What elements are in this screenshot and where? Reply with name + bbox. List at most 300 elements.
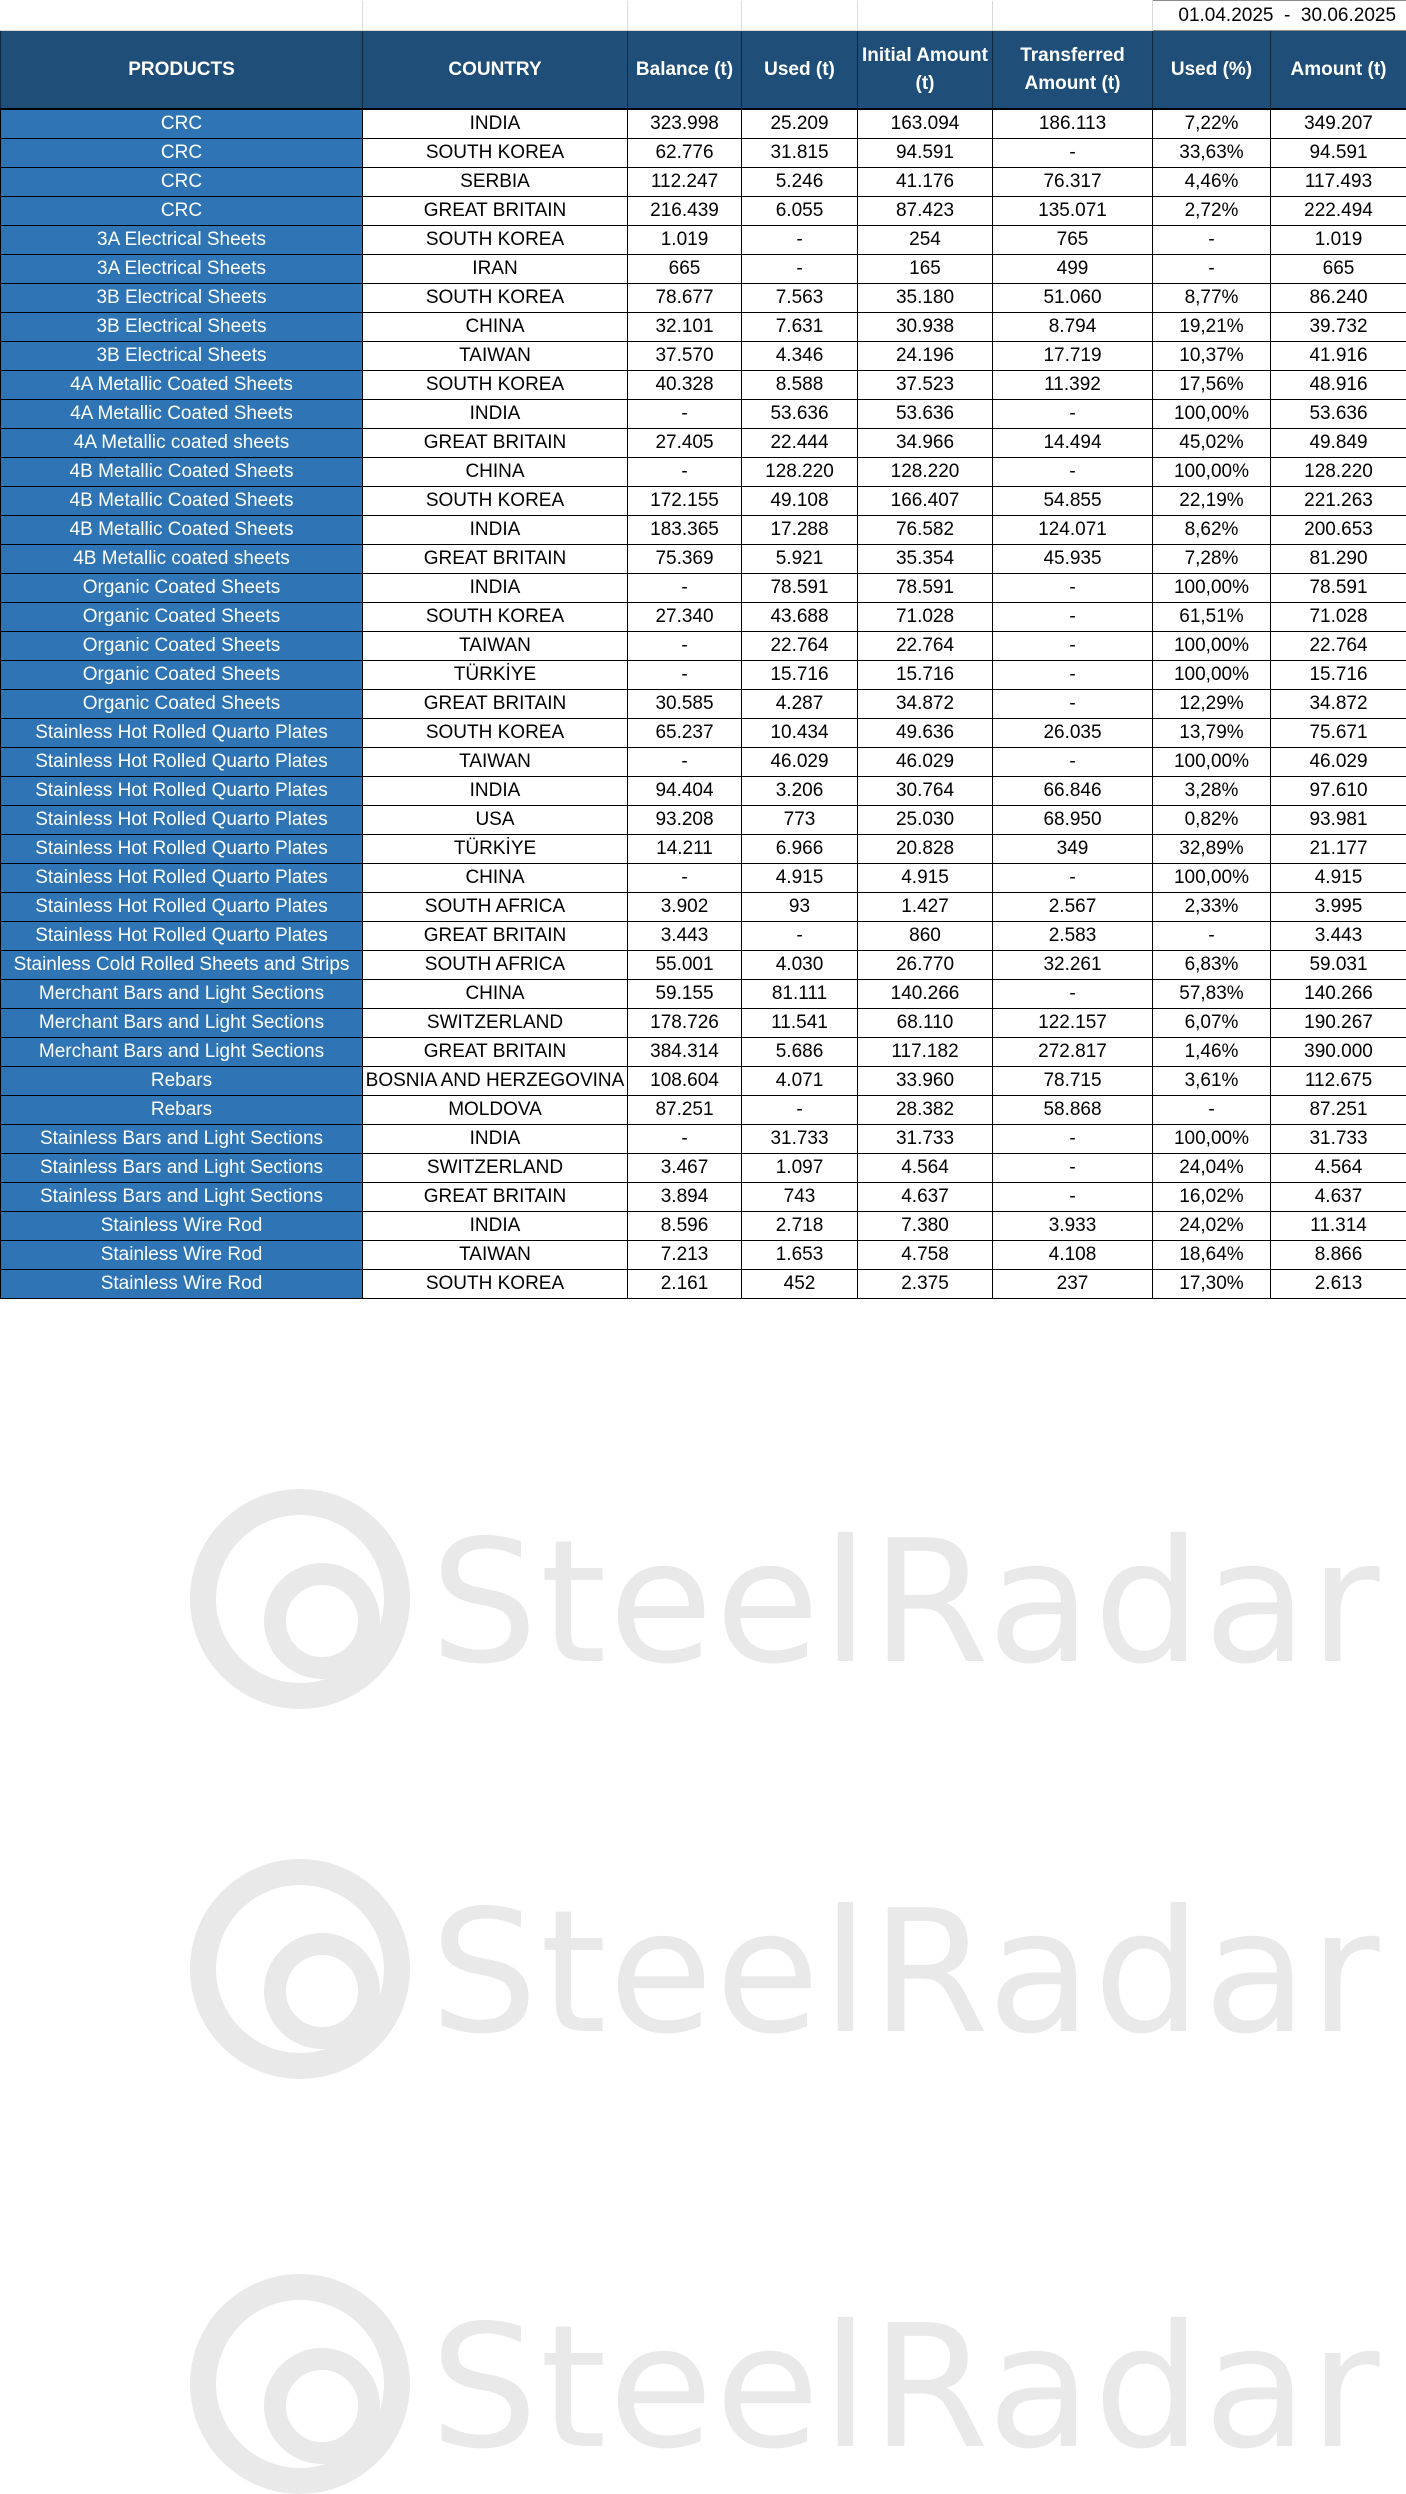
amount-cell[interactable]: 22.764 <box>1271 632 1406 661</box>
used-percent-cell[interactable]: 100,00% <box>1153 864 1271 893</box>
product-cell[interactable]: Stainless Wire Rod <box>1 1241 363 1270</box>
amount-cell[interactable]: 1.019 <box>1271 226 1406 255</box>
initial-amount-cell[interactable]: 4.564 <box>858 1154 993 1183</box>
used-cell[interactable]: - <box>742 1096 858 1125</box>
used-cell[interactable]: 452 <box>742 1270 858 1299</box>
empty-cell[interactable] <box>1 1 363 31</box>
transferred-amount-cell[interactable]: 186.113 <box>993 109 1153 139</box>
used-percent-cell[interactable]: 100,00% <box>1153 574 1271 603</box>
used-percent-cell[interactable]: 18,64% <box>1153 1241 1271 1270</box>
balance-cell[interactable]: 27.340 <box>628 603 742 632</box>
initial-amount-cell[interactable]: 20.828 <box>858 835 993 864</box>
country-cell[interactable]: CHINA <box>363 980 628 1009</box>
balance-cell[interactable]: 323.998 <box>628 109 742 139</box>
product-cell[interactable]: 3A Electrical Sheets <box>1 255 363 284</box>
used-cell[interactable]: 1.653 <box>742 1241 858 1270</box>
used-percent-cell[interactable]: 45,02% <box>1153 429 1271 458</box>
used-cell[interactable]: - <box>742 255 858 284</box>
balance-cell[interactable]: 59.155 <box>628 980 742 1009</box>
used-percent-cell[interactable]: 32,89% <box>1153 835 1271 864</box>
transferred-amount-cell[interactable]: 14.494 <box>993 429 1153 458</box>
amount-cell[interactable]: 11.314 <box>1271 1212 1406 1241</box>
country-cell[interactable]: MOLDOVA <box>363 1096 628 1125</box>
used-percent-cell[interactable]: 100,00% <box>1153 1125 1271 1154</box>
header-used[interactable]: Used (t) <box>742 31 858 110</box>
product-cell[interactable]: 4B Metallic Coated Sheets <box>1 516 363 545</box>
product-cell[interactable]: Stainless Hot Rolled Quarto Plates <box>1 719 363 748</box>
used-percent-cell[interactable]: 22,19% <box>1153 487 1271 516</box>
country-cell[interactable]: CHINA <box>363 864 628 893</box>
balance-cell[interactable]: 1.019 <box>628 226 742 255</box>
used-percent-cell[interactable]: 1,46% <box>1153 1038 1271 1067</box>
initial-amount-cell[interactable]: 4.637 <box>858 1183 993 1212</box>
transferred-amount-cell[interactable]: 272.817 <box>993 1038 1153 1067</box>
used-percent-cell[interactable]: 3,61% <box>1153 1067 1271 1096</box>
transferred-amount-cell[interactable]: 32.261 <box>993 951 1153 980</box>
amount-cell[interactable]: 78.591 <box>1271 574 1406 603</box>
transferred-amount-cell[interactable]: 2.583 <box>993 922 1153 951</box>
initial-amount-cell[interactable]: 53.636 <box>858 400 993 429</box>
amount-cell[interactable]: 21.177 <box>1271 835 1406 864</box>
transferred-amount-cell[interactable]: 45.935 <box>993 545 1153 574</box>
used-percent-cell[interactable]: 8,62% <box>1153 516 1271 545</box>
used-cell[interactable]: 31.733 <box>742 1125 858 1154</box>
used-percent-cell[interactable]: 33,63% <box>1153 139 1271 168</box>
product-cell[interactable]: Organic Coated Sheets <box>1 661 363 690</box>
amount-cell[interactable]: 117.493 <box>1271 168 1406 197</box>
initial-amount-cell[interactable]: 1.427 <box>858 893 993 922</box>
used-percent-cell[interactable]: 19,21% <box>1153 313 1271 342</box>
country-cell[interactable]: SOUTH KOREA <box>363 226 628 255</box>
country-cell[interactable]: GREAT BRITAIN <box>363 690 628 719</box>
used-cell[interactable]: 53.636 <box>742 400 858 429</box>
initial-amount-cell[interactable]: 165 <box>858 255 993 284</box>
country-cell[interactable]: INDIA <box>363 1125 628 1154</box>
product-cell[interactable]: Merchant Bars and Light Sections <box>1 980 363 1009</box>
transferred-amount-cell[interactable]: 51.060 <box>993 284 1153 313</box>
transferred-amount-cell[interactable]: 2.567 <box>993 893 1153 922</box>
country-cell[interactable]: SOUTH KOREA <box>363 487 628 516</box>
country-cell[interactable]: INDIA <box>363 777 628 806</box>
header-transferred-amount[interactable]: Transferred Amount (t) <box>993 31 1153 110</box>
amount-cell[interactable]: 34.872 <box>1271 690 1406 719</box>
transferred-amount-cell[interactable]: 11.392 <box>993 371 1153 400</box>
product-cell[interactable]: 3B Electrical Sheets <box>1 313 363 342</box>
transferred-amount-cell[interactable]: 122.157 <box>993 1009 1153 1038</box>
used-percent-cell[interactable]: 2,72% <box>1153 197 1271 226</box>
transferred-amount-cell[interactable]: 58.868 <box>993 1096 1153 1125</box>
amount-cell[interactable]: 3.443 <box>1271 922 1406 951</box>
initial-amount-cell[interactable]: 33.960 <box>858 1067 993 1096</box>
country-cell[interactable]: INDIA <box>363 574 628 603</box>
used-cell[interactable]: 25.209 <box>742 109 858 139</box>
initial-amount-cell[interactable]: 71.028 <box>858 603 993 632</box>
initial-amount-cell[interactable]: 41.176 <box>858 168 993 197</box>
balance-cell[interactable]: 3.467 <box>628 1154 742 1183</box>
balance-cell[interactable]: - <box>628 632 742 661</box>
transferred-amount-cell[interactable]: - <box>993 603 1153 632</box>
empty-cell[interactable] <box>363 1 628 31</box>
country-cell[interactable]: GREAT BRITAIN <box>363 545 628 574</box>
amount-cell[interactable]: 140.266 <box>1271 980 1406 1009</box>
initial-amount-cell[interactable]: 31.733 <box>858 1125 993 1154</box>
product-cell[interactable]: Stainless Wire Rod <box>1 1212 363 1241</box>
country-cell[interactable]: GREAT BRITAIN <box>363 429 628 458</box>
balance-cell[interactable]: 32.101 <box>628 313 742 342</box>
used-cell[interactable]: 743 <box>742 1183 858 1212</box>
country-cell[interactable]: SOUTH KOREA <box>363 284 628 313</box>
country-cell[interactable]: SOUTH KOREA <box>363 1270 628 1299</box>
used-cell[interactable]: 5.686 <box>742 1038 858 1067</box>
balance-cell[interactable]: 87.251 <box>628 1096 742 1125</box>
country-cell[interactable]: SERBIA <box>363 168 628 197</box>
product-cell[interactable]: 4A Metallic Coated Sheets <box>1 371 363 400</box>
balance-cell[interactable]: 37.570 <box>628 342 742 371</box>
product-cell[interactable]: Organic Coated Sheets <box>1 603 363 632</box>
initial-amount-cell[interactable]: 35.354 <box>858 545 993 574</box>
country-cell[interactable]: TAIWAN <box>363 632 628 661</box>
product-cell[interactable]: Stainless Hot Rolled Quarto Plates <box>1 806 363 835</box>
product-cell[interactable]: 3B Electrical Sheets <box>1 342 363 371</box>
balance-cell[interactable]: 3.443 <box>628 922 742 951</box>
amount-cell[interactable]: 390.000 <box>1271 1038 1406 1067</box>
balance-cell[interactable]: - <box>628 458 742 487</box>
country-cell[interactable]: TAIWAN <box>363 1241 628 1270</box>
balance-cell[interactable]: - <box>628 661 742 690</box>
balance-cell[interactable]: - <box>628 574 742 603</box>
initial-amount-cell[interactable]: 128.220 <box>858 458 993 487</box>
transferred-amount-cell[interactable]: 765 <box>993 226 1153 255</box>
product-cell[interactable]: CRC <box>1 168 363 197</box>
country-cell[interactable]: SOUTH AFRICA <box>363 951 628 980</box>
used-cell[interactable]: - <box>742 226 858 255</box>
country-cell[interactable]: TÜRKİYE <box>363 661 628 690</box>
transferred-amount-cell[interactable]: - <box>993 864 1153 893</box>
country-cell[interactable]: GREAT BRITAIN <box>363 922 628 951</box>
initial-amount-cell[interactable]: 7.380 <box>858 1212 993 1241</box>
used-cell[interactable]: 93 <box>742 893 858 922</box>
used-cell[interactable]: 49.108 <box>742 487 858 516</box>
transferred-amount-cell[interactable]: 54.855 <box>993 487 1153 516</box>
initial-amount-cell[interactable]: 254 <box>858 226 993 255</box>
amount-cell[interactable]: 665 <box>1271 255 1406 284</box>
balance-cell[interactable]: - <box>628 1125 742 1154</box>
country-cell[interactable]: SWITZERLAND <box>363 1009 628 1038</box>
balance-cell[interactable]: 2.161 <box>628 1270 742 1299</box>
used-percent-cell[interactable]: 100,00% <box>1153 661 1271 690</box>
empty-cell[interactable] <box>993 1 1153 31</box>
used-cell[interactable]: 773 <box>742 806 858 835</box>
amount-cell[interactable]: 8.866 <box>1271 1241 1406 1270</box>
balance-cell[interactable]: 94.404 <box>628 777 742 806</box>
initial-amount-cell[interactable]: 4.915 <box>858 864 993 893</box>
product-cell[interactable]: 4B Metallic Coated Sheets <box>1 487 363 516</box>
balance-cell[interactable]: 78.677 <box>628 284 742 313</box>
initial-amount-cell[interactable]: 25.030 <box>858 806 993 835</box>
transferred-amount-cell[interactable]: 76.317 <box>993 168 1153 197</box>
country-cell[interactable]: GREAT BRITAIN <box>363 1038 628 1067</box>
used-cell[interactable]: 8.588 <box>742 371 858 400</box>
used-percent-cell[interactable]: 13,79% <box>1153 719 1271 748</box>
balance-cell[interactable]: 112.247 <box>628 168 742 197</box>
country-cell[interactable]: INDIA <box>363 516 628 545</box>
transferred-amount-cell[interactable]: - <box>993 458 1153 487</box>
amount-cell[interactable]: 221.263 <box>1271 487 1406 516</box>
amount-cell[interactable]: 97.610 <box>1271 777 1406 806</box>
balance-cell[interactable]: 62.776 <box>628 139 742 168</box>
amount-cell[interactable]: 31.733 <box>1271 1125 1406 1154</box>
used-percent-cell[interactable]: 7,22% <box>1153 109 1271 139</box>
transferred-amount-cell[interactable]: - <box>993 661 1153 690</box>
country-cell[interactable]: SOUTH KOREA <box>363 603 628 632</box>
used-percent-cell[interactable]: 100,00% <box>1153 400 1271 429</box>
transferred-amount-cell[interactable]: 237 <box>993 1270 1153 1299</box>
balance-cell[interactable]: 7.213 <box>628 1241 742 1270</box>
transferred-amount-cell[interactable]: 499 <box>993 255 1153 284</box>
initial-amount-cell[interactable]: 76.582 <box>858 516 993 545</box>
used-cell[interactable]: 22.444 <box>742 429 858 458</box>
amount-cell[interactable]: 81.290 <box>1271 545 1406 574</box>
country-cell[interactable]: GREAT BRITAIN <box>363 1183 628 1212</box>
used-cell[interactable]: 4.346 <box>742 342 858 371</box>
used-percent-cell[interactable]: 4,46% <box>1153 168 1271 197</box>
country-cell[interactable]: USA <box>363 806 628 835</box>
product-cell[interactable]: 4B Metallic Coated Sheets <box>1 458 363 487</box>
product-cell[interactable]: Stainless Hot Rolled Quarto Plates <box>1 922 363 951</box>
country-cell[interactable]: IRAN <box>363 255 628 284</box>
initial-amount-cell[interactable]: 78.591 <box>858 574 993 603</box>
transferred-amount-cell[interactable]: 3.933 <box>993 1212 1153 1241</box>
amount-cell[interactable]: 41.916 <box>1271 342 1406 371</box>
country-cell[interactable]: INDIA <box>363 400 628 429</box>
used-cell[interactable]: 7.563 <box>742 284 858 313</box>
initial-amount-cell[interactable]: 4.758 <box>858 1241 993 1270</box>
empty-cell[interactable] <box>742 1 858 31</box>
amount-cell[interactable]: 112.675 <box>1271 1067 1406 1096</box>
used-cell[interactable]: 6.055 <box>742 197 858 226</box>
header-used-percent[interactable]: Used (%) <box>1153 31 1271 110</box>
used-percent-cell[interactable]: 17,56% <box>1153 371 1271 400</box>
used-percent-cell[interactable]: 8,77% <box>1153 284 1271 313</box>
initial-amount-cell[interactable]: 166.407 <box>858 487 993 516</box>
amount-cell[interactable]: 4.915 <box>1271 864 1406 893</box>
product-cell[interactable]: 4A Metallic coated sheets <box>1 429 363 458</box>
used-percent-cell[interactable]: 16,02% <box>1153 1183 1271 1212</box>
product-cell[interactable]: Rebars <box>1 1067 363 1096</box>
balance-cell[interactable]: - <box>628 400 742 429</box>
used-percent-cell[interactable]: 100,00% <box>1153 748 1271 777</box>
transferred-amount-cell[interactable]: 68.950 <box>993 806 1153 835</box>
used-cell[interactable]: 1.097 <box>742 1154 858 1183</box>
used-percent-cell[interactable]: 24,02% <box>1153 1212 1271 1241</box>
used-cell[interactable]: 4.071 <box>742 1067 858 1096</box>
used-cell[interactable]: 4.287 <box>742 690 858 719</box>
transferred-amount-cell[interactable]: - <box>993 139 1153 168</box>
country-cell[interactable]: INDIA <box>363 109 628 139</box>
amount-cell[interactable]: 15.716 <box>1271 661 1406 690</box>
transferred-amount-cell[interactable]: - <box>993 1125 1153 1154</box>
amount-cell[interactable]: 4.637 <box>1271 1183 1406 1212</box>
balance-cell[interactable]: 216.439 <box>628 197 742 226</box>
used-percent-cell[interactable]: - <box>1153 226 1271 255</box>
used-percent-cell[interactable]: 57,83% <box>1153 980 1271 1009</box>
used-cell[interactable]: 11.541 <box>742 1009 858 1038</box>
used-percent-cell[interactable]: 17,30% <box>1153 1270 1271 1299</box>
product-cell[interactable]: Stainless Bars and Light Sections <box>1 1154 363 1183</box>
initial-amount-cell[interactable]: 34.872 <box>858 690 993 719</box>
transferred-amount-cell[interactable]: 124.071 <box>993 516 1153 545</box>
used-cell[interactable]: - <box>742 922 858 951</box>
header-balance[interactable]: Balance (t) <box>628 31 742 110</box>
country-cell[interactable]: BOSNIA AND HERZEGOVINA <box>363 1067 628 1096</box>
country-cell[interactable]: TÜRKİYE <box>363 835 628 864</box>
balance-cell[interactable]: 3.894 <box>628 1183 742 1212</box>
used-percent-cell[interactable]: 12,29% <box>1153 690 1271 719</box>
initial-amount-cell[interactable]: 24.196 <box>858 342 993 371</box>
amount-cell[interactable]: 49.849 <box>1271 429 1406 458</box>
used-percent-cell[interactable]: 100,00% <box>1153 458 1271 487</box>
used-cell[interactable]: 4.030 <box>742 951 858 980</box>
initial-amount-cell[interactable]: 2.375 <box>858 1270 993 1299</box>
amount-cell[interactable]: 200.653 <box>1271 516 1406 545</box>
initial-amount-cell[interactable]: 94.591 <box>858 139 993 168</box>
used-percent-cell[interactable]: 0,82% <box>1153 806 1271 835</box>
product-cell[interactable]: Stainless Bars and Light Sections <box>1 1125 363 1154</box>
amount-cell[interactable]: 349.207 <box>1271 109 1406 139</box>
used-cell[interactable]: 81.111 <box>742 980 858 1009</box>
product-cell[interactable]: CRC <box>1 197 363 226</box>
amount-cell[interactable]: 222.494 <box>1271 197 1406 226</box>
header-initial-amount[interactable]: Initial Amount (t) <box>858 31 993 110</box>
balance-cell[interactable]: 3.902 <box>628 893 742 922</box>
transferred-amount-cell[interactable]: - <box>993 400 1153 429</box>
balance-cell[interactable]: 30.585 <box>628 690 742 719</box>
amount-cell[interactable]: 46.029 <box>1271 748 1406 777</box>
transferred-amount-cell[interactable]: - <box>993 690 1153 719</box>
initial-amount-cell[interactable]: 30.938 <box>858 313 993 342</box>
product-cell[interactable]: 4A Metallic Coated Sheets <box>1 400 363 429</box>
country-cell[interactable]: GREAT BRITAIN <box>363 197 628 226</box>
country-cell[interactable]: SOUTH AFRICA <box>363 893 628 922</box>
amount-cell[interactable]: 128.220 <box>1271 458 1406 487</box>
initial-amount-cell[interactable]: 140.266 <box>858 980 993 1009</box>
header-products[interactable]: PRODUCTS <box>1 31 363 110</box>
amount-cell[interactable]: 190.267 <box>1271 1009 1406 1038</box>
transferred-amount-cell[interactable]: 78.715 <box>993 1067 1153 1096</box>
country-cell[interactable]: TAIWAN <box>363 748 628 777</box>
balance-cell[interactable]: 14.211 <box>628 835 742 864</box>
amount-cell[interactable]: 3.995 <box>1271 893 1406 922</box>
transferred-amount-cell[interactable]: 17.719 <box>993 342 1153 371</box>
used-cell[interactable]: 10.434 <box>742 719 858 748</box>
country-cell[interactable]: TAIWAN <box>363 342 628 371</box>
initial-amount-cell[interactable]: 30.764 <box>858 777 993 806</box>
product-cell[interactable]: Stainless Hot Rolled Quarto Plates <box>1 864 363 893</box>
amount-cell[interactable]: 87.251 <box>1271 1096 1406 1125</box>
product-cell[interactable]: CRC <box>1 139 363 168</box>
balance-cell[interactable]: 178.726 <box>628 1009 742 1038</box>
country-cell[interactable]: INDIA <box>363 1212 628 1241</box>
used-cell[interactable]: 46.029 <box>742 748 858 777</box>
used-percent-cell[interactable]: 10,37% <box>1153 342 1271 371</box>
product-cell[interactable]: Stainless Hot Rolled Quarto Plates <box>1 835 363 864</box>
country-cell[interactable]: CHINA <box>363 458 628 487</box>
initial-amount-cell[interactable]: 28.382 <box>858 1096 993 1125</box>
initial-amount-cell[interactable]: 22.764 <box>858 632 993 661</box>
country-cell[interactable]: SOUTH KOREA <box>363 719 628 748</box>
country-cell[interactable]: SOUTH KOREA <box>363 139 628 168</box>
initial-amount-cell[interactable]: 46.029 <box>858 748 993 777</box>
used-percent-cell[interactable]: 6,07% <box>1153 1009 1271 1038</box>
product-cell[interactable]: 4B Metallic coated sheets <box>1 545 363 574</box>
used-percent-cell[interactable]: 7,28% <box>1153 545 1271 574</box>
amount-cell[interactable]: 75.671 <box>1271 719 1406 748</box>
balance-cell[interactable]: 108.604 <box>628 1067 742 1096</box>
balance-cell[interactable]: 40.328 <box>628 371 742 400</box>
initial-amount-cell[interactable]: 163.094 <box>858 109 993 139</box>
product-cell[interactable]: Stainless Wire Rod <box>1 1270 363 1299</box>
product-cell[interactable]: Stainless Hot Rolled Quarto Plates <box>1 893 363 922</box>
balance-cell[interactable]: 55.001 <box>628 951 742 980</box>
product-cell[interactable]: Merchant Bars and Light Sections <box>1 1038 363 1067</box>
amount-cell[interactable]: 94.591 <box>1271 139 1406 168</box>
amount-cell[interactable]: 48.916 <box>1271 371 1406 400</box>
used-cell[interactable]: 15.716 <box>742 661 858 690</box>
date-range-cell[interactable] <box>1153 1 1406 31</box>
product-cell[interactable]: Organic Coated Sheets <box>1 574 363 603</box>
transferred-amount-cell[interactable]: 349 <box>993 835 1153 864</box>
product-cell[interactable]: 3B Electrical Sheets <box>1 284 363 313</box>
used-cell[interactable]: 22.764 <box>742 632 858 661</box>
transferred-amount-cell[interactable]: - <box>993 748 1153 777</box>
used-cell[interactable]: 3.206 <box>742 777 858 806</box>
amount-cell[interactable]: 59.031 <box>1271 951 1406 980</box>
initial-amount-cell[interactable]: 37.523 <box>858 371 993 400</box>
balance-cell[interactable]: 183.365 <box>628 516 742 545</box>
transferred-amount-cell[interactable]: 135.071 <box>993 197 1153 226</box>
balance-cell[interactable]: 75.369 <box>628 545 742 574</box>
balance-cell[interactable]: - <box>628 748 742 777</box>
balance-cell[interactable]: 665 <box>628 255 742 284</box>
empty-cell[interactable] <box>628 1 742 31</box>
initial-amount-cell[interactable]: 34.966 <box>858 429 993 458</box>
transferred-amount-cell[interactable]: - <box>993 632 1153 661</box>
country-cell[interactable]: CHINA <box>363 313 628 342</box>
balance-cell[interactable]: 172.155 <box>628 487 742 516</box>
transferred-amount-cell[interactable]: 66.846 <box>993 777 1153 806</box>
balance-cell[interactable]: 8.596 <box>628 1212 742 1241</box>
header-amount[interactable]: Amount (t) <box>1271 31 1406 110</box>
used-percent-cell[interactable]: 100,00% <box>1153 632 1271 661</box>
used-percent-cell[interactable]: 61,51% <box>1153 603 1271 632</box>
transferred-amount-cell[interactable]: - <box>993 980 1153 1009</box>
initial-amount-cell[interactable]: 26.770 <box>858 951 993 980</box>
used-cell[interactable]: 4.915 <box>742 864 858 893</box>
used-cell[interactable]: 128.220 <box>742 458 858 487</box>
initial-amount-cell[interactable]: 15.716 <box>858 661 993 690</box>
used-percent-cell[interactable]: 6,83% <box>1153 951 1271 980</box>
transferred-amount-cell[interactable]: - <box>993 1154 1153 1183</box>
balance-cell[interactable]: - <box>628 864 742 893</box>
used-percent-cell[interactable]: 2,33% <box>1153 893 1271 922</box>
amount-cell[interactable]: 53.636 <box>1271 400 1406 429</box>
initial-amount-cell[interactable]: 68.110 <box>858 1009 993 1038</box>
used-percent-cell[interactable]: - <box>1153 255 1271 284</box>
used-cell[interactable]: 31.815 <box>742 139 858 168</box>
header-country[interactable]: COUNTRY <box>363 31 628 110</box>
used-cell[interactable]: 5.921 <box>742 545 858 574</box>
product-cell[interactable]: Rebars <box>1 1096 363 1125</box>
